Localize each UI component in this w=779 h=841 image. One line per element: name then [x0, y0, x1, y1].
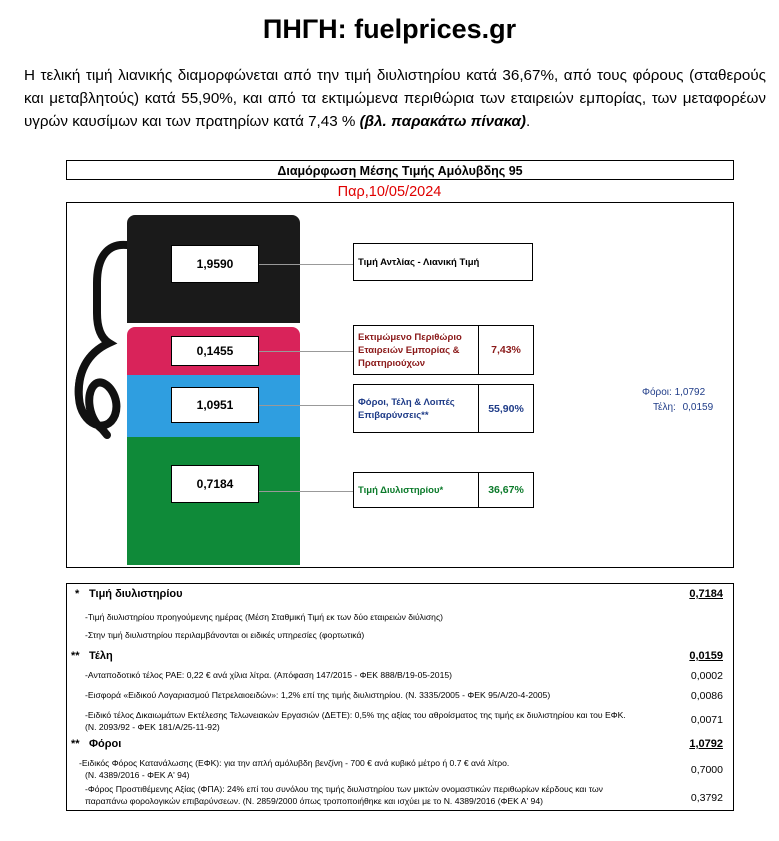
side-taxes: Φόροι: 1,0792 — [642, 387, 706, 398]
intro-paragraph — [24, 64, 766, 133]
taxes-label-box — [353, 384, 534, 433]
margin-pct: 7,43% — [478, 326, 533, 374]
taxes-value: 1,0951 — [171, 387, 259, 423]
retail-value: 1,9590 — [171, 245, 259, 283]
fuel-pump-diagram — [66, 202, 734, 568]
connector-line — [259, 405, 353, 406]
refinery-label-box — [353, 472, 534, 508]
intro-text: Η τελική τιμή λιανικής διαμορφώνεται από την τιμή διυλιστηρίου κατά 36,67%, από τους φόρους (σταθερούς και μεταβλητούς) κατά 55,90%, και από τα εκτιμώμενα περιθώρια των εταιρειών εμπορίας, των μεταφορέων υγρών καυσίμων και των πρατηρίων κατά 7,43 % — [24, 67, 766, 130]
connector-line — [259, 264, 353, 265]
taxes-label: Φόροι, Τέλη & Λοιπές Επιβαρύνσεις** — [358, 396, 455, 421]
refinery-value: 0,7184 — [171, 465, 259, 503]
refinery-pct: 36,67% — [478, 473, 533, 507]
breakdown-table: * Τιμή διυλιστηρίου 0,7184 -Τιμή διυλιστηρίου προηγούμενης ημέρας (Μέση Σταθμική Τιμή εκ των δύο εταιρειών διύλισης) -Στην τιμή διυλιστηρίου περιλαμβάνονται οι ειδικές υπηρεσίες (φορτωτικά) ** Τέλη 0,0159 -Ανταποδοτικό τέλος ΡΑΕ: 0,22 € ανά χίλια λίτρα. (Απόφαση 147/2015 - ΦΕΚ 888/Β/19-05-2015) 0,0002 -Εισφορά «Ειδικού Λογαριασμού Πετρελαιοειδών»: 1,2% επί της τιμής διυλιστηρίου. (Ν. 3335/2005 - ΦΕΚ 95/Α/20-4-2005) 0,0086 -Ειδικό τέλος Δικαιωμάτων Εκτέλεσης Τελωνειακών Εργασιών (ΔΕΤΕ): 0,5% της αξίας του αθροίσματος της τιμής εκ διυλιστηρίου και του ΕΦΚ. (Ν. 2093/92 - ΦΕΚ 181/Α/25-11-92) 0,0071 ** Φόροι 1,0792 -Ειδικός Φόρος Κατανάλωσης (ΕΦΚ): για την απλή αμόλυβδη βενζίνη - 700 € ανά κυβικό μέτρο ή 0.7 € ανά λίτρο. (Ν. 4389/2016 - ΦΕΚ Α' 94) 0,7000 -Φόρος Προστιθέμενης Αξίας (ΦΠΑ): 24% επί του συνόλου της τιμής διυλιστηρίου των μικτών ονομαστικών περιθωρίων κέρδους και των παραπάνω φορολογικών επιβαρύνσεων. (Ν. 2859/2000 όπως τροποποιήθηκε και ισχύει με το Ν. 4389/2016 (ΦΕΚ Α' 94) 0,3792 — [66, 583, 734, 811]
side-fees: Τέλη: 0,0159 — [653, 402, 714, 413]
retail-label: Τιμή Αντλίας - Λιανική Τιμή — [358, 256, 480, 268]
diagram-title: Διαμόρφωση Μέσης Τιμής Αμόλυβδης 95 — [66, 160, 734, 180]
margin-value: 0,1455 — [171, 336, 259, 366]
margin-label: Εκτιμώμενο Περιθώριο Εταιρειών Εμπορίας & Πρατηριούχων — [358, 331, 462, 369]
margin-label-box — [353, 325, 534, 375]
intro-end: . — [525, 113, 531, 130]
retail-label-box — [353, 243, 533, 281]
refinery-label: Τιμή Διυλιστηρίου* — [358, 484, 444, 496]
page-title: ΠΗΓΗ: fuelprices.gr — [262, 14, 517, 44]
intro-reference: (βλ. παρακάτω πίνακα) — [359, 113, 526, 130]
diagram-date: Παρ,10/05/2024 — [337, 184, 442, 200]
connector-line — [259, 491, 353, 492]
connector-line — [259, 351, 353, 352]
taxes-pct: 55,90% — [478, 385, 533, 432]
